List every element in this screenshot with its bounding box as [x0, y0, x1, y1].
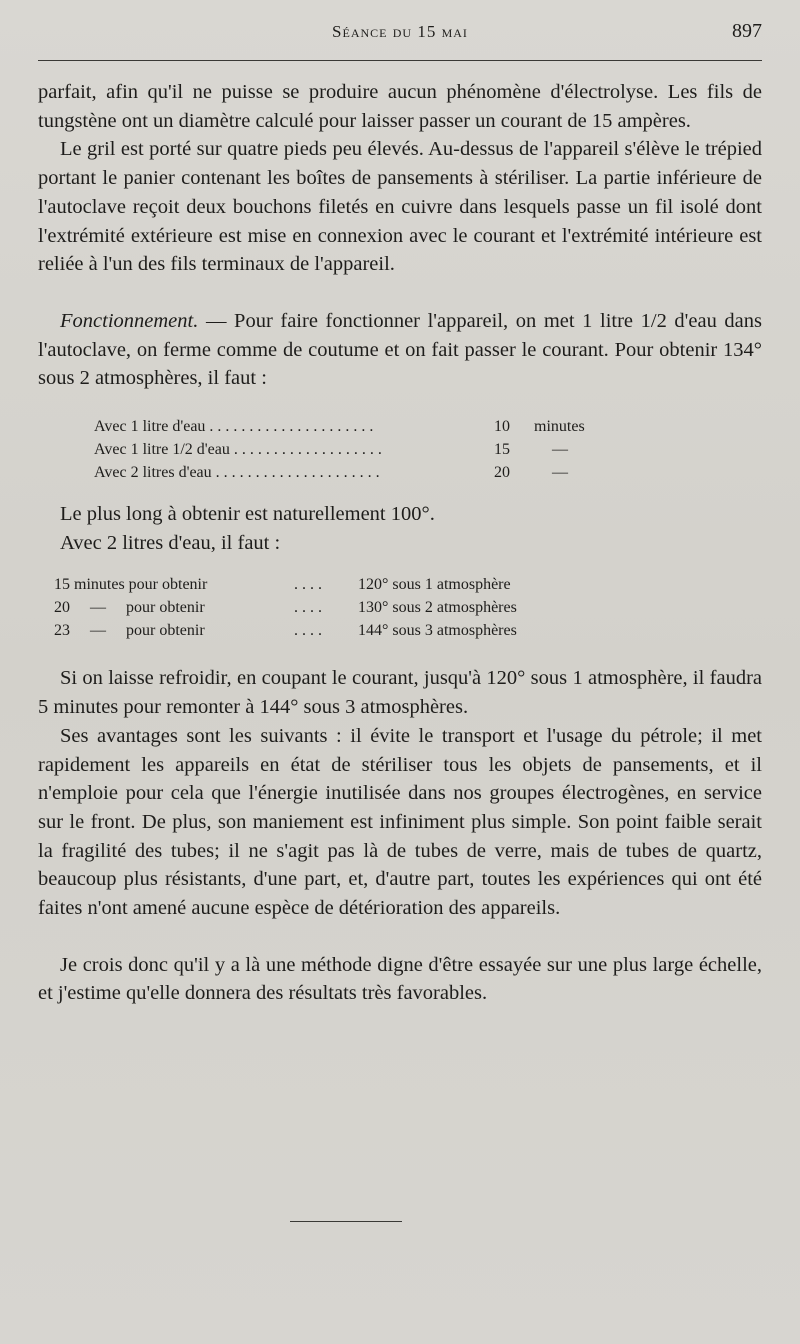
table-cell-label: Avec 2 litres d'eau . . . . . . . . . . . . . . . . . . . . . [94, 464, 380, 482]
paragraph-fonctionnement-text: — Pour faire fonctionner l'appareil, on met 1 litre 1/2 d'eau dans l'autoclave, on ferme comme de coutume et on fait passer le courant. Pour obtenir 134° sous 2 atmosphères, il faut : [38, 309, 762, 390]
table-cell-dots: . . . . [294, 576, 322, 594]
table-cell-result: 144° sous 3 atmosphères [358, 622, 517, 640]
paragraph-4: Le plus long à obtenir est naturellement 100°. [60, 503, 435, 526]
section-heading-fonctionnement: Fonctionnement. [60, 309, 199, 332]
page-number: 897 [732, 20, 762, 42]
table-row [54, 596, 762, 619]
table-row [94, 415, 762, 438]
table-cell-label: Avec 1 litre 1/2 d'eau . . . . . . . . . . . . . . . . . . . [94, 441, 382, 459]
paragraph-6: Si on laisse refroidir, en coupant le courant, jusqu'à 120° sous 1 atmosphère, il faudra 5 minutes pour remonter à 144° sous 3 atmosphères. [38, 667, 762, 719]
paragraph-fonctionnement [38, 307, 762, 393]
paragraph-7: Ses avantages sont les suivants : il évite le transport et l'usage du pétrole; il met rapidement les appareils en état de stériliser tous les objets de pansements, et il n'emploie pour cela que l'énergie inutilisée dans nos groupes électrogènes, en service sur le front. De plus, son maniement est infiniment plus simple. Son point faible serait la fragilité des tubes; il ne s'agit pas là de tubes de verre, mais de tubes de quartz, beaucoup plus résistants, d'une part, et, d'autre part, toutes les expériences qui ont été faites n'ont amené aucune espèce de détérioration des appareils. [38, 724, 762, 920]
table-cell-dots: . . . . [294, 622, 322, 640]
table-cell-unit: — [552, 464, 568, 482]
table-row [54, 619, 762, 642]
table-cell-result: 120° sous 1 atmosphère [358, 576, 511, 594]
table-cell-result: 130° sous 2 atmosphères [358, 599, 517, 617]
running-title-prefix: Séance du [332, 22, 418, 41]
running-title-suffix: mai [436, 22, 468, 41]
table-cell-value: 10 [494, 418, 510, 436]
table-cell-unit: minutes [534, 418, 585, 436]
table-cell-value: 15 [494, 441, 510, 459]
body-text [38, 78, 762, 1008]
table-row [54, 573, 762, 596]
table-cell-time: 20 — pour obtenir [54, 599, 205, 617]
paragraph-8: Je crois donc qu'il y a là une méthode digne d'être essayée sur une plus large échelle, et j'estime qu'elle donnera des résultats très favorables. [38, 953, 762, 1005]
paragraph-5: Avec 2 litres d'eau, il faut : [60, 531, 281, 554]
table-row [94, 438, 762, 461]
table-cell-label: Avec 1 litre d'eau . . . . . . . . . . . . . . . . . . . . . [94, 418, 374, 436]
paragraph-1: parfait, afin qu'il ne puisse se produire aucun phénomène d'électrolyse. Les fils de tungstène ont un diamètre calculé pour laisser passer un courant de 15 ampères. [38, 81, 762, 132]
table-cell-time: 15 minutes pour obtenir [54, 576, 208, 594]
page-header [38, 18, 762, 48]
closing-rule [290, 1221, 402, 1222]
table-cell-value: 20 [494, 464, 510, 482]
table-cell-unit: — [552, 441, 568, 459]
table-cell-dots: . . . . [294, 599, 322, 617]
table-water-volumes [94, 415, 762, 484]
running-title-number: 15 [417, 22, 437, 41]
table-cell-time: 23 — pour obtenir [54, 622, 205, 640]
paragraph-2: Le gril est porté sur quatre pieds peu élevés. Au-dessus de l'appareil s'élève le trépied portant le panier contenant les boîtes de pansements à stériliser. La partie inférieure de l'autoclave reçoit deux bouchons filetés en cuivre dans lesquels passe un fil isolé dont l'extrémité extérieure est mise en connexion avec le courant et l'extrémité intérieure est reliée à l'un des fils terminaux de l'appareil. [38, 138, 762, 276]
table-row [94, 461, 762, 484]
table-two-litres [54, 573, 762, 642]
header-divider [38, 60, 762, 61]
running-title [38, 22, 762, 42]
